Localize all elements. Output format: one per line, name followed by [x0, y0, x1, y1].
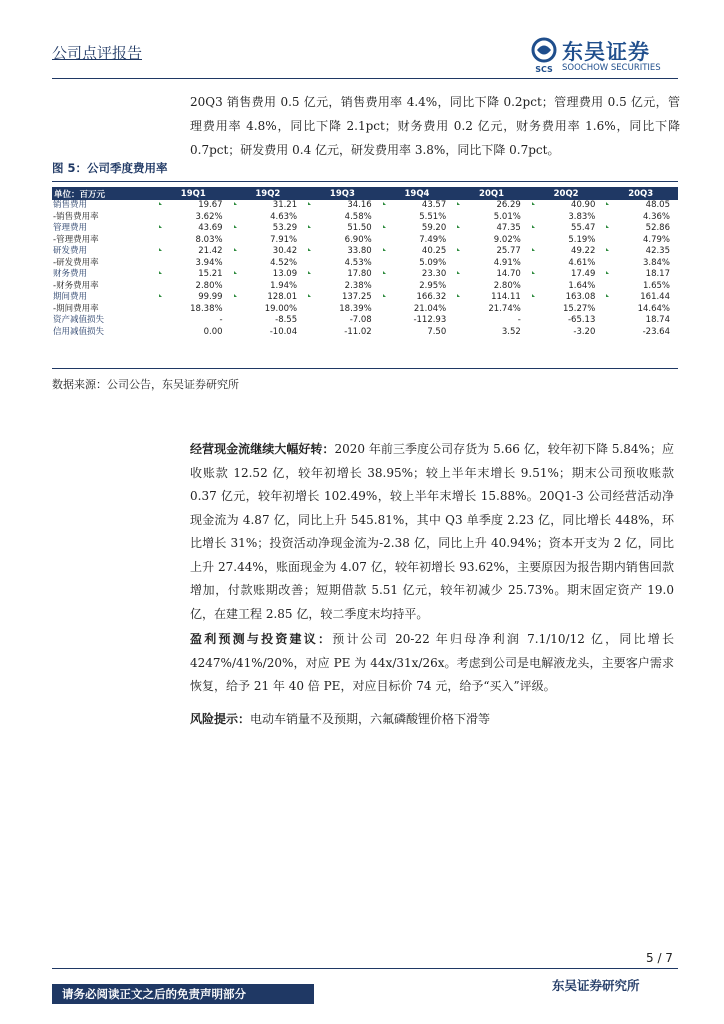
table-cell: 4.36% — [642, 211, 670, 222]
row-label: -销售费用率 — [53, 211, 99, 222]
table-cell: 6.90% — [344, 234, 372, 245]
table-cell: 5.09% — [419, 257, 447, 268]
table-header-row — [52, 187, 678, 200]
table-cell: 163.08 — [529, 292, 604, 304]
table-cell: 17.49 — [529, 269, 604, 281]
table-cell: 47.35 — [454, 223, 529, 235]
table-row — [52, 304, 678, 316]
table-cell: 4.53% — [344, 257, 372, 268]
table-cell: 9.02% — [493, 234, 521, 245]
table-cell: 161.44 — [603, 292, 678, 304]
cashflow-body: 2020 年前三季度公司存货为 5.66 亿，较年初下降 5.84%；应收账款 12.52 亿，较年初增长 38.95%；较上半年末增长 9.51%；期末公司预收账款 0.37 亿元，较年初增长 102.49%，较上半年末增长 15.88%。20Q1-3 公司经营活动净现金流为 4.87 亿，同比上升 545.81%，其中 Q3 单季度 2.23 亿，同比增长 448%，环比增长 31%；投资活动净现金流为-2.38 亿，同比上升 40.94%；资本开支为 2 亿，同比上升 27.44%，账面现金为 4.07 亿，较年初增长 93.62%，主要原因为报告期内销售回款增加，付款账期改善；短期借款 5.51 亿元，较年初减少 25.73%。期末固定资产 19.0 亿，在建工程 2.85 亿，较二季度末均持平。 — [190, 442, 674, 621]
table-cell: -112.93 — [413, 315, 447, 325]
table-cell: 7.91% — [270, 234, 298, 245]
table-cell: 26.29 — [454, 200, 529, 212]
table-cell: 5.19% — [568, 234, 596, 245]
table-row — [52, 235, 678, 247]
table-cell: 1.65% — [642, 280, 670, 291]
table-cell: 21.74% — [488, 303, 521, 314]
table-cell: 2.80% — [195, 280, 223, 291]
table-cell: 34.16 — [305, 200, 380, 212]
logo-mark-text: SCS — [535, 65, 553, 74]
column-header: 20Q1 — [454, 187, 529, 200]
table-cell: 43.69 — [156, 223, 231, 235]
risk-heading: 风险提示： — [190, 712, 251, 726]
column-header: 19Q2 — [231, 187, 306, 200]
table-cell: -23.64 — [642, 326, 670, 337]
row-label: -管理费用率 — [53, 234, 99, 245]
table-cell: 23.30 — [380, 269, 455, 281]
table-cell: 17.80 — [305, 269, 380, 281]
table-cell: -3.20 — [573, 326, 596, 337]
row-label: 管理费用 — [53, 223, 88, 233]
row-label: 期间费用 — [53, 292, 88, 302]
expense-summary-paragraph: 20Q3 销售费用 0.5 亿元，销售费用率 4.4%，同比下降 0.2pct；管理费用 0.5 亿元，管理费用率 4.8%，同比下降 2.1pct；财务费用 0.2 亿元，财务费用率 1.6%，同比下降 0.7pct；研发费用 0.4 亿元，研发费用率 3.8%，同比下降 0.7pct。 — [190, 95, 680, 157]
table-cell: 21.42 — [156, 246, 231, 258]
table-row — [52, 258, 678, 270]
table-cell: 5.01% — [493, 211, 521, 222]
forecast-heading: 盈利预测与投资建议： — [190, 632, 333, 646]
table-cell: 5.51% — [419, 211, 447, 222]
table-row — [52, 200, 678, 212]
table-row — [52, 212, 678, 224]
table-cell: 1.94% — [270, 280, 298, 291]
company-logo — [528, 36, 678, 76]
table-cell: 49.22 — [529, 246, 604, 258]
table-cell: 15.21 — [156, 269, 231, 281]
table-cell: 3.83% — [568, 211, 596, 222]
table-cell: 18.38% — [190, 303, 223, 314]
figure-top-rule — [52, 181, 678, 182]
table-cell: 43.57 — [380, 200, 455, 212]
table-cell: 48.05 — [603, 200, 678, 212]
table-cell: 14.64% — [637, 303, 670, 314]
table-cell: 18.17 — [603, 269, 678, 281]
table-row — [52, 327, 678, 339]
table-cell: 7.50 — [427, 326, 447, 337]
column-header: 20Q2 — [529, 187, 604, 200]
row-label: 资产减值损失 — [53, 315, 105, 325]
table-cell: -11.02 — [344, 326, 372, 337]
risk-body: 电动车销量不及预期，六氟磷酸锂价格下滑等 — [250, 712, 491, 726]
table-cell: 137.25 — [305, 292, 380, 304]
table-cell: -8.55 — [275, 315, 298, 325]
table-cell: 2.95% — [419, 280, 447, 291]
table-cell: 4.91% — [493, 257, 521, 268]
row-label: -期间费用率 — [53, 303, 99, 314]
table-cell: 51.50 — [305, 223, 380, 235]
table-cell: 33.80 — [305, 246, 380, 258]
table-row — [52, 223, 678, 235]
footer-divider — [52, 968, 678, 969]
table-cell: 31.21 — [231, 200, 306, 212]
table-row — [52, 281, 678, 293]
column-header: 20Q3 — [603, 187, 678, 200]
page-number: 5 / 7 — [646, 951, 673, 965]
table-cell: 14.70 — [454, 269, 529, 281]
cashflow-heading: 经营现金流继续大幅好转： — [190, 442, 335, 456]
table-cell: 19.00% — [264, 303, 298, 314]
table-cell: 2.80% — [493, 280, 521, 291]
table-cell: 0.00 — [203, 326, 223, 337]
table-cell: 18.74 — [645, 315, 670, 325]
table-cell: 53.29 — [231, 223, 306, 235]
table-cell: 30.42 — [231, 246, 306, 258]
table-cell: 4.52% — [270, 257, 298, 268]
table-cell: 15.27% — [562, 303, 596, 314]
column-header: 19Q4 — [380, 187, 455, 200]
table-cell: 40.90 — [529, 200, 604, 212]
table-cell: 7.49% — [419, 234, 447, 245]
table-cell: 25.77 — [454, 246, 529, 258]
table-cell: 99.99 — [156, 292, 231, 304]
row-label: 销售费用 — [53, 200, 88, 210]
table-cell: 13.09 — [231, 269, 306, 281]
table-cell: - — [517, 315, 521, 325]
table-cell: 3.94% — [195, 257, 223, 268]
table-body — [52, 200, 678, 338]
table-cell: -65.13 — [567, 315, 596, 325]
table-cell: 166.32 — [380, 292, 455, 304]
header-divider — [52, 78, 678, 79]
table-row — [52, 269, 678, 281]
table-row — [52, 292, 678, 304]
table-cell: 4.61% — [568, 257, 596, 268]
logo-mark-icon — [528, 36, 560, 74]
row-label: 研发费用 — [53, 246, 88, 256]
table-cell: 128.01 — [231, 292, 306, 304]
quarterly-expense-table — [52, 187, 678, 338]
column-header: 19Q1 — [156, 187, 231, 200]
figure-title: 图 5：公司季度费用率 — [52, 161, 168, 175]
forecast-paragraph — [190, 628, 674, 699]
table-cell: 8.03% — [195, 234, 223, 245]
risk-paragraph — [190, 708, 674, 732]
row-label: 信用减值损失 — [53, 326, 105, 337]
table-cell: 19.67 — [156, 200, 231, 212]
table-cell: 1.64% — [568, 280, 596, 291]
data-source-note: 数据来源：公司公告，东吴证券研究所 — [52, 378, 239, 391]
figure-bottom-rule — [52, 368, 678, 369]
table-cell: 3.62% — [195, 211, 223, 222]
table-cell: 55.47 — [529, 223, 604, 235]
document-type-label: 公司点评报告 — [52, 44, 143, 62]
footer-organization: 东吴证券研究所 — [552, 978, 640, 993]
row-label: -研发费用率 — [53, 257, 99, 268]
table-cell: 59.20 — [380, 223, 455, 235]
cashflow-paragraph — [190, 438, 674, 626]
column-header: 19Q3 — [305, 187, 380, 200]
table-cell: -7.08 — [349, 315, 372, 325]
table-cell: 42.35 — [603, 246, 678, 258]
table-cell: -10.04 — [269, 326, 298, 337]
table-row — [52, 315, 678, 327]
column-header: 单位：百万元 — [52, 187, 156, 200]
table-cell: 40.25 — [380, 246, 455, 258]
forecast-body: 预计公司 20-22 年归母净利润 7.1/10/12 亿，同比增长 4247%/41%/20%，对应 PE 为 44x/31x/26x。考虑到公司是电解液龙头，主要客户需求恢复，给予 21 年 40 倍 PE，对应目标价 74 元，给予“买入”评级。 — [190, 632, 674, 693]
table-cell: 4.58% — [344, 211, 372, 222]
row-label: -财务费用率 — [53, 280, 99, 291]
row-label: 财务费用 — [53, 269, 88, 279]
logo-chinese-name: 东吴证券 — [562, 40, 650, 64]
table-cell: 114.11 — [454, 292, 529, 304]
table-row — [52, 246, 678, 258]
table-cell: - — [219, 315, 223, 325]
table-cell: 18.39% — [339, 303, 372, 314]
table-cell: 2.38% — [344, 280, 372, 291]
table-cell: 3.84% — [642, 257, 670, 268]
table-cell: 3.52 — [501, 326, 521, 337]
table-cell: 4.63% — [270, 211, 298, 222]
table-cell: 21.04% — [413, 303, 447, 314]
table-cell: 52.86 — [603, 223, 678, 235]
logo-english-name: SOOCHOW SECURITIES — [562, 63, 661, 73]
disclaimer-banner: 请务必阅读正文之后的免责声明部分 — [52, 984, 314, 1004]
table-cell: 4.79% — [642, 234, 670, 245]
